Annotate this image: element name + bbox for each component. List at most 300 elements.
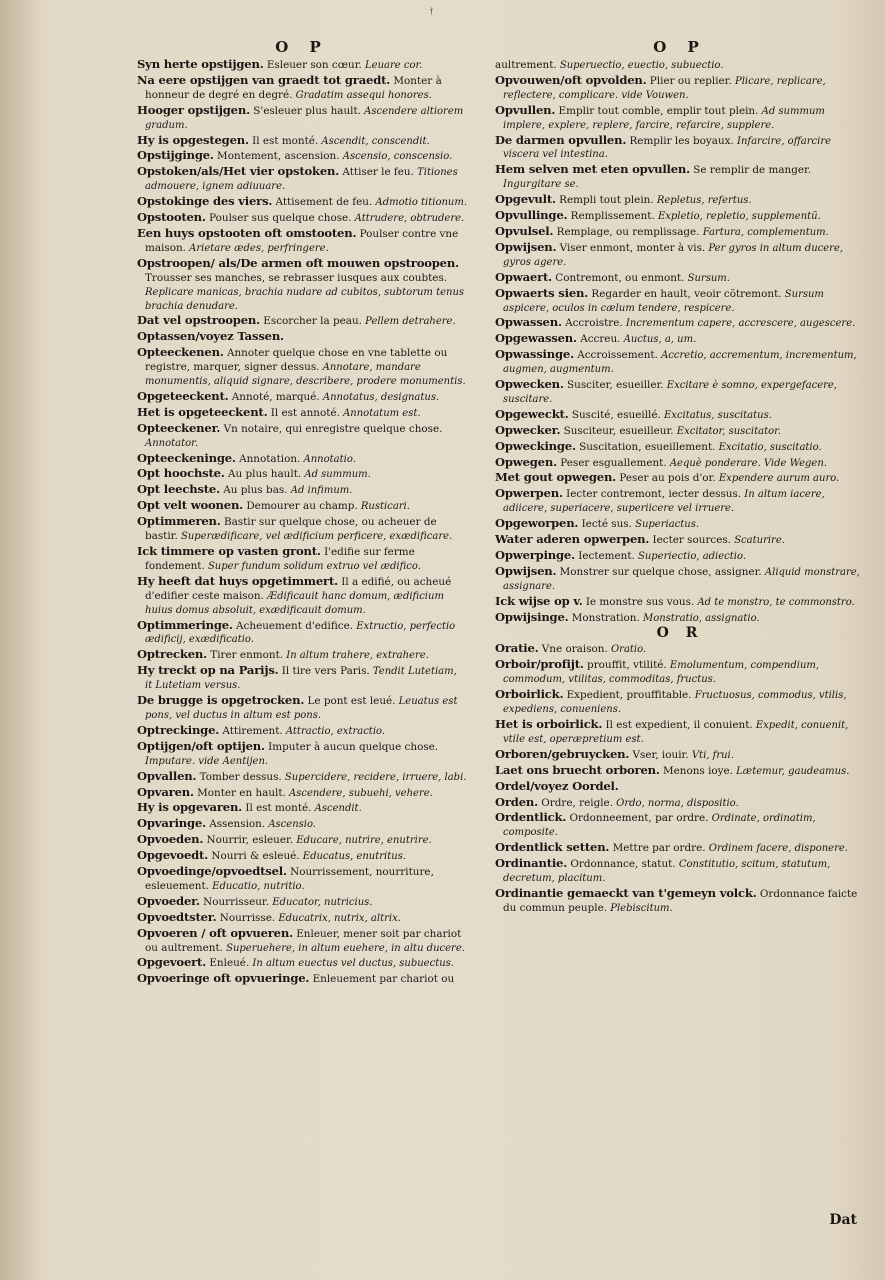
french-gloss: Poulser sus quelque chose.	[205, 212, 352, 225]
french-gloss: Rempli tout plein.	[555, 194, 654, 207]
french-gloss: Peser au pois d'or.	[616, 472, 716, 485]
dictionary-entry	[137, 499, 467, 514]
french-gloss: Attirement.	[219, 724, 283, 737]
dictionary-entry	[495, 658, 865, 687]
latin-gloss: Rusticari.	[357, 501, 410, 513]
dictionary-entry	[137, 227, 467, 256]
dictionary-entry	[495, 796, 865, 811]
french-gloss: Acheuement d'edifice.	[232, 619, 354, 632]
dictionary-entry	[495, 533, 865, 548]
french-gloss: Poulser contre vne maison.	[145, 227, 459, 254]
page-gutter-shadow	[0, 0, 40, 1280]
latin-gloss: Excitatus, suscitatus.	[660, 409, 772, 421]
latin-gloss: Plebiscitum.	[607, 902, 673, 914]
latin-gloss: Arietare ædes, perfringere.	[185, 242, 329, 254]
headword: Opstooten.	[137, 210, 206, 225]
french-gloss: Susciter, esueiller.	[563, 379, 664, 392]
headword: Opgevult.	[495, 192, 556, 207]
headword: Laet ons bruecht orboren.	[495, 762, 660, 777]
dictionary-entry	[137, 817, 467, 832]
latin-gloss: Superuehere, in altum euehere, in altu ducere.	[222, 942, 465, 954]
latin-gloss: Educatrix, nutrix, altrix.	[275, 912, 401, 924]
dictionary-entry	[137, 648, 467, 663]
headword: Opvoedinge/opvoedtsel.	[137, 864, 287, 879]
french-gloss: Iecter sources.	[649, 534, 732, 547]
dictionary-entry	[137, 149, 467, 164]
headword: Met gout opwegen.	[495, 470, 617, 485]
dictionary-entry	[137, 483, 467, 498]
dictionary-entry	[495, 209, 865, 224]
dictionary-entry	[137, 770, 467, 785]
french-gloss: Vne oraison.	[538, 643, 608, 656]
latin-gloss: Pellem detrahere.	[361, 316, 456, 328]
french-gloss: Ordonneement, par ordre.	[566, 812, 709, 825]
dictionary-entry	[137, 346, 467, 389]
french-gloss: Nourrisseur.	[199, 895, 270, 908]
dictionary-entry	[495, 764, 865, 779]
right-column-heading: O P	[653, 38, 707, 56]
dictionary-entry	[495, 424, 865, 439]
headword: Optijgen/oft optijen.	[137, 738, 265, 753]
latin-gloss: Annotator.	[145, 437, 199, 449]
french-gloss: Viser enmont, monter à vis.	[556, 241, 706, 254]
dictionary-entry	[495, 811, 865, 840]
dictionary-entry	[495, 718, 865, 747]
headword: Optrecken.	[137, 647, 207, 662]
latin-gloss: Ascendit.	[311, 803, 362, 815]
french-gloss: Escorcher la peau.	[259, 315, 362, 328]
dictionary-entry	[495, 163, 865, 192]
dictionary-entry	[495, 74, 865, 103]
dictionary-entry	[495, 688, 865, 717]
french-gloss: Il tire vers Paris.	[278, 665, 370, 678]
latin-gloss: In altum euectus vel ductus, subuectus.	[249, 958, 454, 970]
dictionary-entry	[137, 422, 467, 451]
headword: Opstroopen/ als/De armen oft mouwen opstroopen.	[137, 255, 459, 270]
latin-gloss: Super fundum solidum extruo vel ædifico.	[204, 560, 421, 572]
dictionary-entry	[495, 241, 865, 270]
latin-gloss: Incrementum capere, accrescere, augescere.	[622, 318, 856, 330]
french-gloss: Ie monstre sus vous.	[582, 595, 695, 608]
latin-gloss: Fructuosus, commodus, vtilis, expediens, conueniens.	[503, 690, 847, 716]
french-gloss: Annoter quelque chose en vne tablette ou registre, marquer, signer dessus.	[145, 347, 448, 374]
headword: Opt leechste.	[137, 482, 220, 497]
french-gloss: Demourer au champ.	[243, 500, 358, 513]
latin-gloss: Annotatum est.	[339, 407, 421, 419]
french-gloss: Montement, ascension.	[213, 150, 340, 163]
headword: Opwaert.	[495, 269, 552, 284]
dictionary-entry	[495, 225, 865, 240]
french-gloss: aultrement.	[495, 59, 557, 71]
latin-gloss: Ad summum.	[301, 469, 371, 481]
dictionary-entry	[495, 316, 865, 331]
latin-gloss: Superædificare, vel ædificium perficere, exædificare.	[177, 531, 453, 543]
headword: Orden.	[495, 794, 538, 809]
french-gloss: S'esleuer plus hault.	[249, 104, 361, 117]
french-gloss: Nourrir, esleuer.	[203, 834, 294, 847]
french-gloss: Tomber dessus.	[196, 770, 282, 783]
french-gloss: Enleué.	[206, 957, 250, 970]
french-gloss: Peser esguallement.	[556, 456, 667, 469]
headword: Opwijsinge.	[495, 609, 569, 624]
french-gloss: Accroissement.	[573, 349, 658, 362]
dictionary-entry	[495, 611, 865, 626]
headword: Oratie.	[495, 641, 539, 656]
latin-gloss: Constitutio, scitum, statutum, decretum, placitum.	[503, 859, 831, 885]
dictionary-entry	[495, 565, 865, 594]
dictionary-entry	[137, 467, 467, 482]
headword: Opteeckeninge.	[137, 450, 236, 465]
latin-gloss: Excitatio, suscitatio.	[715, 441, 822, 453]
latin-gloss: Annotare, mandare monumentis, aliquid signare, describere, prodere monumentis.	[145, 362, 466, 388]
dictionary-entry	[137, 740, 467, 769]
headword: Opvoeringe oft opvueringe.	[137, 971, 310, 986]
headword: Opgewassen.	[495, 331, 577, 346]
latin-gloss: Ad te monstro, te commonstro.	[694, 596, 855, 608]
latin-gloss: Expedit, conuenit, vtile est, operæpretium est.	[503, 719, 849, 745]
french-gloss: Regarder en hault, veoir cõtremont.	[588, 287, 782, 300]
latin-gloss: Gradatim assequi honores.	[292, 89, 432, 101]
headword: Een huys opstooten oft omstooten.	[137, 225, 357, 240]
french-gloss: Expedient, prouffitable.	[563, 689, 692, 702]
dictionary-entry	[495, 104, 865, 133]
french-gloss: prouffit, vtilité.	[583, 659, 667, 672]
french-gloss: Iecter contremont, iecter dessus.	[562, 488, 742, 501]
dictionary-entry	[495, 887, 865, 916]
french-gloss: Vn notaire, qui enregistre quelque chose.	[220, 422, 443, 435]
latin-gloss: Ascendere, subuehi, vehere.	[285, 787, 433, 799]
french-gloss: Menons ioye.	[659, 764, 733, 777]
dictionary-entry	[137, 619, 467, 648]
headword: Optreckinge.	[137, 722, 220, 737]
section-heading-or: O R	[656, 624, 704, 641]
french-gloss: Accreu.	[576, 333, 621, 346]
dictionary-entry	[137, 452, 467, 467]
dictionary-entry	[495, 857, 865, 886]
headword: Opwijsen.	[495, 239, 557, 254]
headword: Opvullinge.	[495, 208, 568, 223]
latin-gloss: Ordinem facere, disponere.	[705, 843, 848, 855]
latin-gloss: Per gyros in altum ducere, gyros agere.	[503, 242, 844, 268]
french-gloss: Mettre par ordre.	[609, 842, 706, 855]
headword: Opvaringe.	[137, 816, 206, 831]
dictionary-entry	[137, 724, 467, 739]
latin-gloss: Imputare. vide Aentijen.	[145, 755, 269, 767]
french-gloss: Assension.	[205, 818, 266, 831]
latin-gloss: Superiactus.	[631, 519, 700, 531]
french-gloss: Vser, iouir.	[629, 748, 689, 761]
headword: Ordinantie.	[495, 856, 568, 871]
dictionary-entry	[137, 694, 467, 723]
latin-gloss: Infarcire, offarcire viscera vel intestina.	[503, 135, 832, 161]
dictionary-entry	[137, 545, 467, 574]
french-gloss: Annoté, marqué.	[228, 390, 320, 403]
dictionary-entry	[495, 287, 865, 316]
french-gloss: Ordonnance faicte du commun peuple.	[503, 887, 858, 914]
dictionary-entry	[137, 664, 467, 693]
headword: Optimmeringe.	[137, 617, 233, 632]
french-gloss: Enleuement par chariot ou	[309, 973, 455, 986]
french-gloss: Il a edifié, ou acheué d'edifier ceste maison.	[145, 575, 452, 602]
latin-gloss: Educare, nutrire, enutrire.	[293, 835, 432, 847]
latin-gloss: Sursum aspicere, oculos in cælum tendere, respicere.	[503, 288, 824, 314]
dictionary-entry	[137, 575, 467, 618]
right-section-entry-list	[495, 642, 865, 915]
headword: Syn herte opstijgen.	[137, 57, 264, 71]
headword: Opvoeren / oft opvueren.	[137, 925, 293, 940]
french-gloss: Monter en hault.	[193, 786, 286, 799]
headword: Opgevoedt.	[137, 848, 209, 863]
headword: De darmen opvullen.	[495, 132, 627, 147]
french-gloss: Au plus bas.	[219, 484, 288, 497]
latin-gloss: Ascendere altiorem gradum.	[145, 105, 464, 131]
headword: Ordel/voyez Oordel.	[495, 778, 619, 793]
headword: Hy is opgestegen.	[137, 132, 249, 147]
headword: Opwijsen.	[495, 563, 557, 578]
dictionary-entry	[137, 833, 467, 848]
dictionary-entry	[137, 330, 467, 345]
dictionary-entry	[137, 134, 467, 149]
headword: Hooger opstijgen.	[137, 102, 250, 117]
french-gloss: Nourrisse.	[216, 911, 276, 924]
dictionary-entry	[495, 841, 865, 856]
dictionary-entry	[137, 515, 467, 544]
catchword: Dat	[829, 1212, 857, 1228]
latin-gloss: Excitator, suscitator.	[673, 425, 781, 437]
left-entry-list	[137, 58, 467, 987]
dictionary-entry	[137, 849, 467, 864]
french-gloss: Il est annoté.	[267, 406, 340, 419]
french-gloss: Au plus hault.	[224, 468, 302, 481]
latin-gloss: Ascensio.	[265, 819, 316, 831]
latin-gloss: Expendere aurum auro.	[715, 473, 840, 485]
latin-gloss: Annotatus, designatus.	[319, 391, 440, 403]
headword: Opvulsel.	[495, 223, 554, 238]
french-gloss: Remplir les boyaux.	[626, 134, 734, 147]
latin-gloss: Fartura, complementum.	[699, 226, 829, 238]
headword: Ordentlick.	[495, 810, 567, 825]
printer-mark: 𝔣	[430, 6, 433, 17]
latin-gloss: Repletus, refertus.	[653, 195, 752, 207]
latin-gloss: Annotatio.	[300, 453, 356, 465]
headword: Opwegen.	[495, 454, 557, 469]
dictionary-entry	[495, 456, 865, 471]
latin-gloss: Admotio titionum.	[372, 197, 468, 209]
latin-gloss: Ingurgitare se.	[503, 179, 579, 191]
latin-gloss: Monstratio, assignatio.	[639, 612, 760, 624]
headword: Opgeteeckent.	[137, 388, 229, 403]
french-gloss: Nourri & esleué.	[208, 850, 300, 863]
french-gloss: Se remplir de manger.	[690, 164, 812, 177]
headword: Ick wijse op v.	[495, 593, 583, 608]
dictionary-entry	[137, 257, 467, 314]
left-column-heading: O P	[275, 38, 329, 56]
dictionary-entry	[137, 406, 467, 421]
dictionary-entry	[495, 517, 865, 532]
dictionary-entry	[137, 911, 467, 926]
dictionary-entry	[495, 408, 865, 423]
headword: Hy is opgevaren.	[137, 800, 243, 815]
latin-gloss: Plicare, replicare, reflectere, complicare. vide Vouwen.	[503, 75, 826, 101]
latin-gloss: Ad infimum.	[287, 485, 353, 497]
latin-gloss: Aequè ponderare. Vide Wegen.	[666, 457, 827, 469]
headword: Opwaerts sien.	[495, 285, 589, 300]
headword: Opvoedtster.	[137, 909, 217, 924]
headword: Water aderen opwerpen.	[495, 532, 650, 547]
headword: Opvoeden.	[137, 832, 204, 847]
headword: Opvaren.	[137, 784, 194, 799]
headword: Het is orboirlick.	[495, 716, 603, 731]
french-gloss: Monstration.	[568, 611, 640, 624]
dictionary-entry	[137, 58, 467, 73]
latin-gloss: Ascendit, conscendit.	[318, 135, 430, 147]
dictionary-entry	[495, 134, 865, 163]
dictionary-entry	[137, 314, 467, 329]
dictionary-entry	[495, 549, 865, 564]
latin-gloss: Replicare manicas, brachia nudare ad cubitos, subtorum tenus brachia denudare.	[145, 286, 465, 312]
headword: Opgeweckt.	[495, 406, 569, 421]
latin-gloss: Expletio, repletio, supplementũ.	[654, 211, 821, 223]
french-gloss: Attiser le feu.	[339, 166, 414, 179]
latin-gloss: Ædificauit hanc domum, ædificium huius domus absoluit, exædificauit domum.	[145, 590, 444, 616]
french-gloss: Suscité, esueillé.	[568, 408, 661, 421]
right-column	[495, 36, 865, 917]
dictionary-entry	[495, 332, 865, 347]
dictionary-entry	[495, 748, 865, 763]
headword: Ordentlick setten.	[495, 840, 610, 855]
headword: Opwerpinge.	[495, 548, 575, 562]
french-gloss: Emplir tout comble, emplir tout plein.	[555, 104, 759, 117]
dictionary-entry	[495, 780, 865, 795]
latin-gloss: Ordinate, ordinatim, composite.	[503, 813, 816, 839]
headword: Opwerpen.	[495, 486, 563, 501]
headword: Dat vel opstroopen.	[137, 313, 260, 328]
french-gloss: Esleuer son cœur.	[263, 59, 362, 71]
french-gloss: Enleuer, mener soit par chariot ou aultrement.	[145, 927, 462, 954]
headword: Na eere opstijgen van graedt tot graedt.	[137, 72, 391, 87]
latin-gloss: Sursum.	[684, 272, 730, 284]
dictionary-entry	[137, 801, 467, 816]
headword: Opstoken/als/Het vier opstoken.	[137, 164, 340, 179]
dictionary-entry	[495, 378, 865, 407]
latin-gloss: Ordo, norma, dispositio.	[613, 797, 739, 809]
latin-gloss: Accretio, accrementum, incrementum, augmen, augmentum.	[503, 350, 857, 376]
right-entry-list	[495, 58, 865, 626]
headword: Ordinantie gemaeckt van t'gemeyn volck.	[495, 885, 757, 900]
dictionary-entry	[137, 74, 467, 103]
dictionary-entry	[137, 865, 467, 894]
headword: Opgevoert.	[137, 955, 207, 970]
latin-gloss: Attrudere, obtrudere.	[351, 213, 465, 225]
latin-gloss: Educatio, nutritio.	[208, 880, 305, 892]
latin-gloss: In altum trahere, extrahere.	[283, 650, 429, 662]
latin-gloss: Supercidere, recidere, irruere, labi.	[281, 771, 467, 783]
left-column	[137, 36, 467, 988]
headword: Opteeckenen.	[137, 345, 224, 360]
french-gloss: Il est monté.	[242, 802, 312, 815]
headword: Opt hoochste.	[137, 466, 225, 481]
french-gloss: Suscitation, esueillement.	[575, 440, 716, 453]
french-gloss: Ordonnance, statut.	[567, 858, 676, 871]
french-gloss: I'edifie sur ferme fondement.	[145, 546, 415, 572]
headword: Opstokinge des viers.	[137, 194, 273, 209]
latin-gloss: Educator, nutricius.	[269, 896, 373, 908]
headword: Orboir/profijt.	[495, 657, 584, 672]
latin-gloss: Emolumentum, compendium, commodum, vtilitas, commoditas, fructus.	[503, 660, 820, 686]
dictionary-entry	[137, 104, 467, 133]
french-gloss: Ordre, reigle.	[537, 796, 613, 809]
dictionary-entry	[137, 972, 467, 987]
latin-gloss: Auctus, a, um.	[620, 334, 697, 346]
headword: Opvallen.	[137, 768, 197, 783]
latin-gloss: Attractio, extractio.	[282, 725, 386, 737]
french-gloss: Plier ou replier.	[646, 74, 732, 87]
headword: Optimmeren.	[137, 514, 221, 529]
french-gloss: Annotation.	[235, 452, 301, 465]
french-gloss: Iecté sus.	[578, 518, 632, 531]
headword: Het is opgeteeckent.	[137, 404, 268, 419]
headword: Hy heeft dat huys opgetimmert.	[137, 573, 338, 588]
latin-gloss: Tendit Lutetiam, it Lutetiam versus.	[145, 666, 457, 692]
headword: Hem selven met eten opvullen.	[495, 162, 690, 177]
french-gloss: Il est expedient, il conuient.	[602, 718, 753, 731]
headword: Opwassen.	[495, 315, 562, 330]
french-gloss: Il est monté.	[248, 134, 319, 147]
headword: Hy treckt op na Parijs.	[137, 663, 279, 678]
latin-gloss: Superuectio, euectio, subuectio.	[556, 60, 724, 71]
french-gloss: Nourrissement, nourriture, esleuement.	[145, 866, 434, 892]
headword: De brugge is opgetrocken.	[137, 693, 305, 708]
dictionary-entry	[137, 927, 467, 956]
headword: Opvouwen/oft opvolden.	[495, 72, 647, 87]
dictionary-entry	[137, 956, 467, 971]
dictionary-entry	[495, 440, 865, 455]
dictionary-entry	[495, 348, 865, 377]
dictionary-entry	[137, 895, 467, 910]
latin-gloss: Excitare è somno, expergefacere, suscitare.	[503, 380, 837, 405]
dictionary-entry	[495, 595, 865, 610]
dictionary-entry	[137, 786, 467, 801]
latin-gloss: In altum iacere, adiicere, superiacere, superiicere vel irruere.	[503, 489, 825, 515]
french-gloss: Remplage, ou remplissage.	[553, 225, 700, 238]
dictionary-entry	[137, 165, 467, 194]
french-gloss: Monter à honneur de degré en degré.	[145, 74, 442, 101]
latin-gloss: Leuare cor.	[361, 60, 423, 71]
latin-gloss: Ascensio, conscensio.	[339, 151, 453, 163]
french-gloss: Remplissement.	[567, 210, 655, 223]
headword: Opteeckener.	[137, 420, 221, 435]
headword: Opvoeder.	[137, 893, 200, 908]
french-gloss: Le pont est leué.	[304, 695, 396, 708]
french-gloss: Susciteur, esueilleur.	[560, 424, 674, 437]
latin-gloss: Oratio.	[607, 644, 647, 656]
latin-gloss: Vti, frui.	[688, 749, 734, 761]
headword: Opt velt woonen.	[137, 498, 244, 513]
dictionary-entry	[137, 390, 467, 405]
french-gloss: Trousser ses manches, se rebrasser iusques aux coubtes.	[145, 271, 448, 284]
headword: Opvullen.	[495, 102, 556, 117]
dictionary-entry	[495, 471, 865, 486]
dictionary-entry	[495, 642, 865, 657]
french-gloss: Tirer enmont.	[206, 649, 284, 662]
latin-gloss: Ad summum implere, explere, replere, farcire, refarcire, supplere.	[503, 105, 825, 131]
latin-gloss: Extructio, perfectio ædificij, exædificatio.	[145, 620, 456, 646]
dictionary-entry	[137, 195, 467, 210]
headword: Ick timmere op vasten gront.	[137, 544, 321, 558]
latin-gloss: Lætemur, gaudeamus.	[732, 765, 850, 777]
french-gloss: Bastir sur quelque chose, ou acheuer de bastir.	[145, 516, 437, 543]
latin-gloss: Leuatus est pons, vel ductus in altum est pons.	[145, 696, 458, 721]
